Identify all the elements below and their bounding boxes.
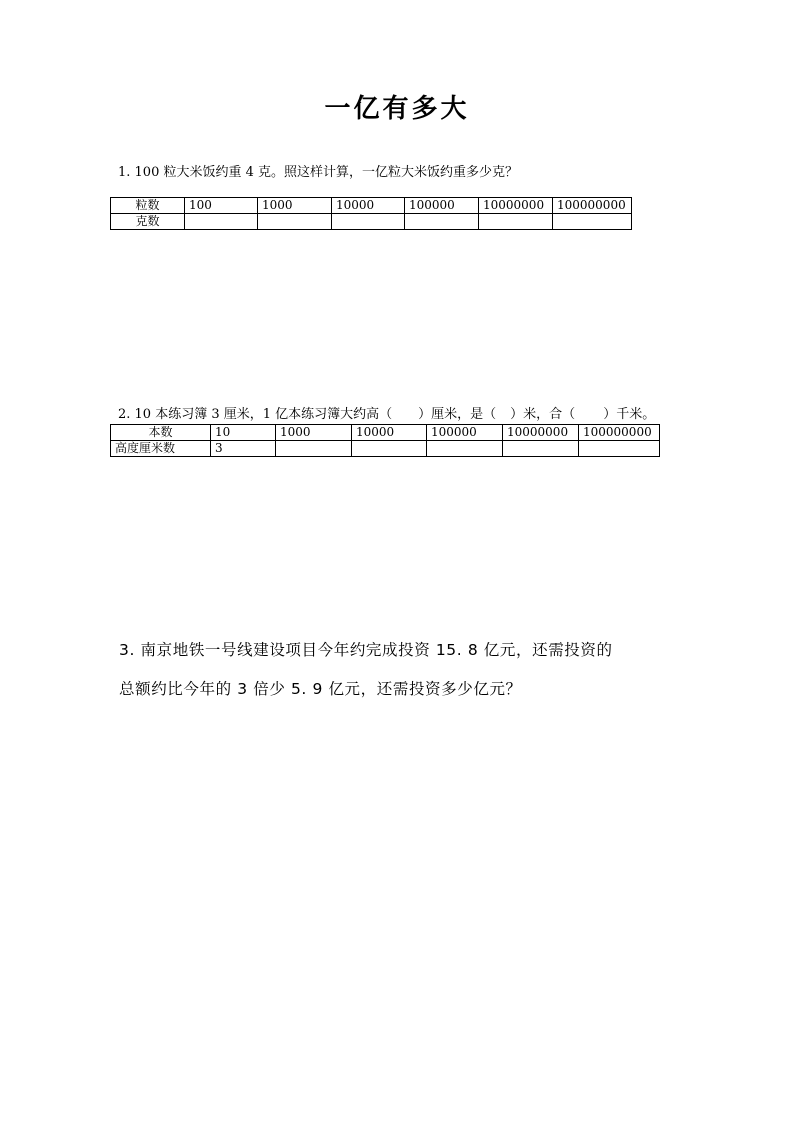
- question-2-text: [118, 403, 655, 422]
- table-row-header: 克数: [111, 214, 185, 230]
- table-cell-blank[interactable]: [427, 441, 503, 457]
- table-row-header: 高度厘米数: [111, 441, 211, 457]
- question-1-table: [110, 197, 632, 230]
- question-1-text: 1. 100 粒大米饭约重 4 克。照这样计算，一亿粒大米饭约重多少克？: [118, 165, 519, 180]
- table-cell-blank[interactable]: [405, 214, 479, 230]
- table-cell-blank[interactable]: [553, 214, 632, 230]
- table-cell-blank[interactable]: [503, 441, 579, 457]
- table-cell-blank[interactable]: [352, 441, 427, 457]
- table-cell-blank[interactable]: [258, 214, 332, 230]
- table-cell: 10000: [352, 425, 427, 441]
- table-cell: 10000: [332, 198, 405, 214]
- question-2-part-2: ）厘米，是（: [418, 407, 497, 422]
- table-row-header: 本数: [111, 425, 211, 441]
- page-title: 一亿有多大: [324, 94, 470, 124]
- question-3-line-2: 总额约比今年的 3 倍少 5. 9 亿元，还需投资多少亿元？: [119, 680, 522, 698]
- table-cell-blank[interactable]: [276, 441, 352, 457]
- table-cell: 3: [211, 441, 276, 457]
- question-2-table: [110, 424, 660, 457]
- table-row: [111, 425, 660, 441]
- table-cell: 1000: [258, 198, 332, 214]
- table-cell: 1000: [276, 425, 352, 441]
- table-row: [111, 198, 632, 214]
- question-2-part-3: ）米，合（: [510, 407, 576, 422]
- question-3-line-1: 3. 南京地铁一号线建设项目今年约完成投资 15. 8 亿元，还需投资的: [119, 641, 613, 659]
- table-cell: 100000000: [553, 198, 632, 214]
- table-cell: 100: [185, 198, 258, 214]
- table-cell: 10000000: [479, 198, 553, 214]
- question-2-part-4: ）千米。: [603, 407, 656, 422]
- table-cell: 100000: [405, 198, 479, 214]
- table-cell-blank[interactable]: [332, 214, 405, 230]
- table-cell-blank[interactable]: [185, 214, 258, 230]
- table-cell-blank[interactable]: [479, 214, 553, 230]
- table-cell: 10000000: [503, 425, 579, 441]
- table-row-header: 粒数: [111, 198, 185, 214]
- table-row: [111, 441, 660, 457]
- table-cell: 100000: [427, 425, 503, 441]
- table-cell: 100000000: [579, 425, 660, 441]
- table-row: [111, 214, 632, 230]
- table-cell-blank[interactable]: [579, 441, 660, 457]
- table-cell: 10: [211, 425, 276, 441]
- question-2-part-1: 2. 10 本练习簿 3 厘米，1 亿本练习簿大约高（: [118, 407, 393, 422]
